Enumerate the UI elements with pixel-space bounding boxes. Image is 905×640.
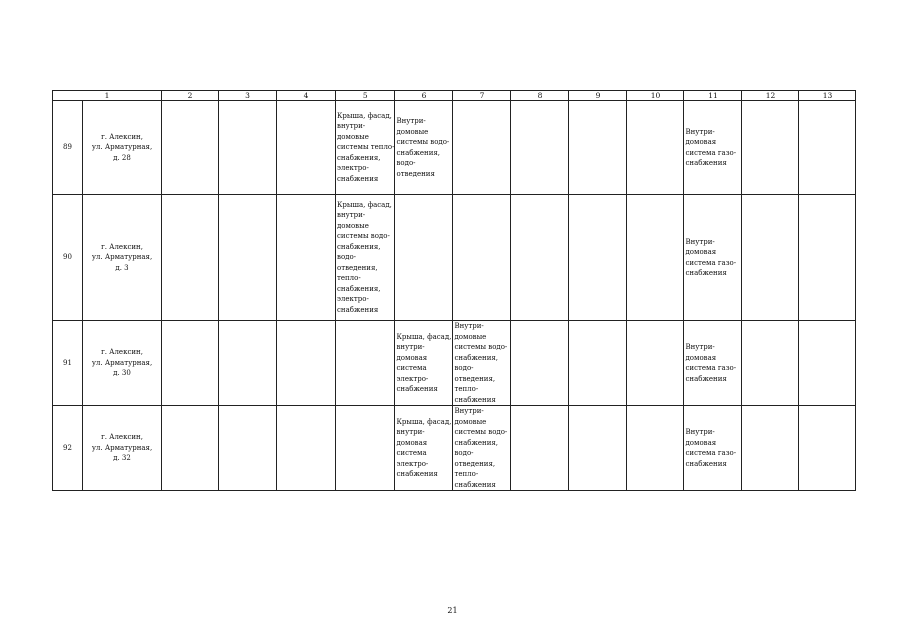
empty-cell [569,406,627,491]
work-line: системы водо- [396,138,450,146]
work-line: системы водо- [454,428,508,436]
column-header: 3 [219,91,277,101]
column-header: 8 [511,91,569,101]
empty-cell [511,406,569,491]
work-line: снабжения [685,459,727,468]
empty-cell [162,195,219,321]
address-line: ул. Арматурная, [91,358,153,367]
address-cell [83,406,162,491]
work-line: система газо- [685,449,737,457]
work-cell [684,195,742,321]
table-row [53,195,856,321]
empty-cell [569,195,627,321]
work-line: Внутри- [685,127,715,136]
address-line: д. 28 [113,153,131,162]
column-header: 12 [742,91,799,101]
empty-cell [742,406,799,491]
work-cell [684,321,742,406]
work-line: Крыша, фасад, [396,332,452,341]
work-line: снабжения [454,480,496,489]
work-line: снабжения, [454,353,499,362]
address-line: г. Алексин, [101,348,143,357]
address-line: д. 32 [113,454,131,463]
work-cell [395,406,453,491]
page-number: 21 [447,606,458,615]
row-number: 89 [53,101,83,195]
address-line: г. Алексин, [101,132,143,141]
work-line: электро- [337,295,369,304]
work-line: Внутри- [396,117,426,125]
work-line: снабжения [337,174,379,183]
work-line: домовая [396,438,428,447]
column-header: 11 [684,91,742,101]
empty-cell [219,406,277,491]
empty-cell [511,195,569,321]
column-header: 6 [395,91,453,101]
work-line: Внутри- [685,343,715,351]
address-cell [83,101,162,195]
empty-cell [453,101,511,195]
empty-cell [277,195,336,321]
empty-cell [336,406,395,491]
work-line: домовые [337,221,369,230]
empty-cell [162,321,219,406]
work-line: Внутри- [685,428,715,436]
empty-cell [627,101,684,195]
work-cell [453,406,511,491]
empty-cell [162,101,219,195]
work-line: домовые [454,417,487,426]
address-line: г. Алексин, [101,242,143,251]
work-line: домовая [396,353,428,362]
column-header: 5 [336,91,395,101]
work-line: внутри- [396,343,425,351]
work-line: система [396,449,427,457]
address-line: г. Алексин, [101,433,143,442]
work-line: снабжения, [454,438,499,447]
empty-cell [277,321,336,406]
work-line: домовые [396,127,429,136]
work-line: тепло- [337,274,361,283]
work-line: снабжения, [337,242,381,251]
empty-cell [453,195,511,321]
column-header: 9 [569,91,627,101]
work-line: внутри- [396,428,425,436]
table-row [53,101,856,195]
work-cell [336,101,395,195]
work-line: отведения, [454,374,496,383]
work-line: Внутри- [454,322,484,330]
work-line: снабжения [396,385,438,393]
work-line: домовые [454,332,487,341]
work-line: Крыша, фасад, [337,111,392,120]
work-line: домовая [685,248,717,256]
empty-cell [395,195,453,321]
row-number: 91 [53,321,83,406]
empty-cell [162,406,219,491]
address-line: ул. Арматурная, [91,143,153,152]
work-line: Внутри- [685,237,715,246]
work-line: водо- [454,364,474,372]
work-line: Внутри- [454,407,484,415]
column-header: 13 [799,91,856,101]
table-row [53,406,856,491]
empty-cell [277,101,336,195]
work-line: домовая [685,438,717,447]
work-cell [684,101,742,195]
row-number: 90 [53,195,83,321]
work-line: внутри- [337,211,366,220]
work-line: снабжения, [396,148,441,157]
work-line: снабжения [685,269,727,277]
empty-cell [219,101,277,195]
work-line: снабжения, [337,153,381,162]
work-line: отведения, [337,263,378,272]
work-line: система газо- [685,258,737,267]
empty-cell [799,101,856,195]
work-line: электро- [337,164,369,173]
work-line: внутри- [337,122,366,131]
empty-cell [219,321,277,406]
work-line: тепло- [454,470,479,478]
row-number: 92 [53,406,83,491]
work-line: снабжения [685,159,727,167]
work-line: тепло- [454,385,479,393]
empty-cell [277,406,336,491]
work-cell [395,101,453,195]
work-line: системы тепло- [337,143,395,152]
work-line: снабжения, [337,284,381,293]
empty-cell [627,406,684,491]
address-cell [83,321,162,406]
work-line: система [396,364,427,372]
work-line: электро- [396,459,429,468]
column-header: 1 [53,91,162,101]
work-line: Крыша, фасад, [337,200,392,209]
empty-cell [799,195,856,321]
column-header: 2 [162,91,219,101]
column-header: 10 [627,91,684,101]
empty-cell [799,406,856,491]
work-cell [684,406,742,491]
column-header: 4 [277,91,336,101]
work-line: системы водо- [337,232,390,241]
empty-cell [219,195,277,321]
empty-cell [569,101,627,195]
address-line: ул. Арматурная, [91,443,153,452]
work-line: водо- [337,253,357,262]
work-line: водо- [454,449,474,457]
work-line: домовая [685,138,717,146]
address-line: д. 3 [115,263,129,272]
work-cell [453,321,511,406]
work-line: домовые [337,132,369,141]
empty-cell [742,195,799,321]
empty-cell [336,321,395,406]
work-line: система газо- [685,148,737,157]
work-cell [395,321,453,406]
address-line: ул. Арматурная, [91,253,153,262]
work-line: Крыша, фасад, [396,417,452,426]
work-line: системы водо- [454,343,508,351]
work-line: снабжения [396,470,438,478]
address-line: д. 30 [113,369,131,378]
empty-cell [569,321,627,406]
empty-cell [799,321,856,406]
address-cell [83,195,162,321]
work-line: снабжения [685,374,727,383]
empty-cell [742,101,799,195]
repair-schedule-table [52,90,856,491]
empty-cell [742,321,799,406]
column-number-header [53,91,856,101]
work-line: снабжения [337,305,379,314]
work-line: водо- [396,159,416,167]
work-line: электро- [396,374,429,383]
work-line: отведения, [454,459,496,468]
work-line: домовая [685,353,717,362]
empty-cell [511,101,569,195]
empty-cell [627,195,684,321]
table-row [53,321,856,406]
work-line: отведения [396,169,435,178]
work-line: снабжения [454,395,496,404]
work-line: система газо- [685,364,737,372]
empty-cell [627,321,684,406]
work-cell [336,195,395,321]
empty-cell [511,321,569,406]
column-header: 7 [453,91,511,101]
